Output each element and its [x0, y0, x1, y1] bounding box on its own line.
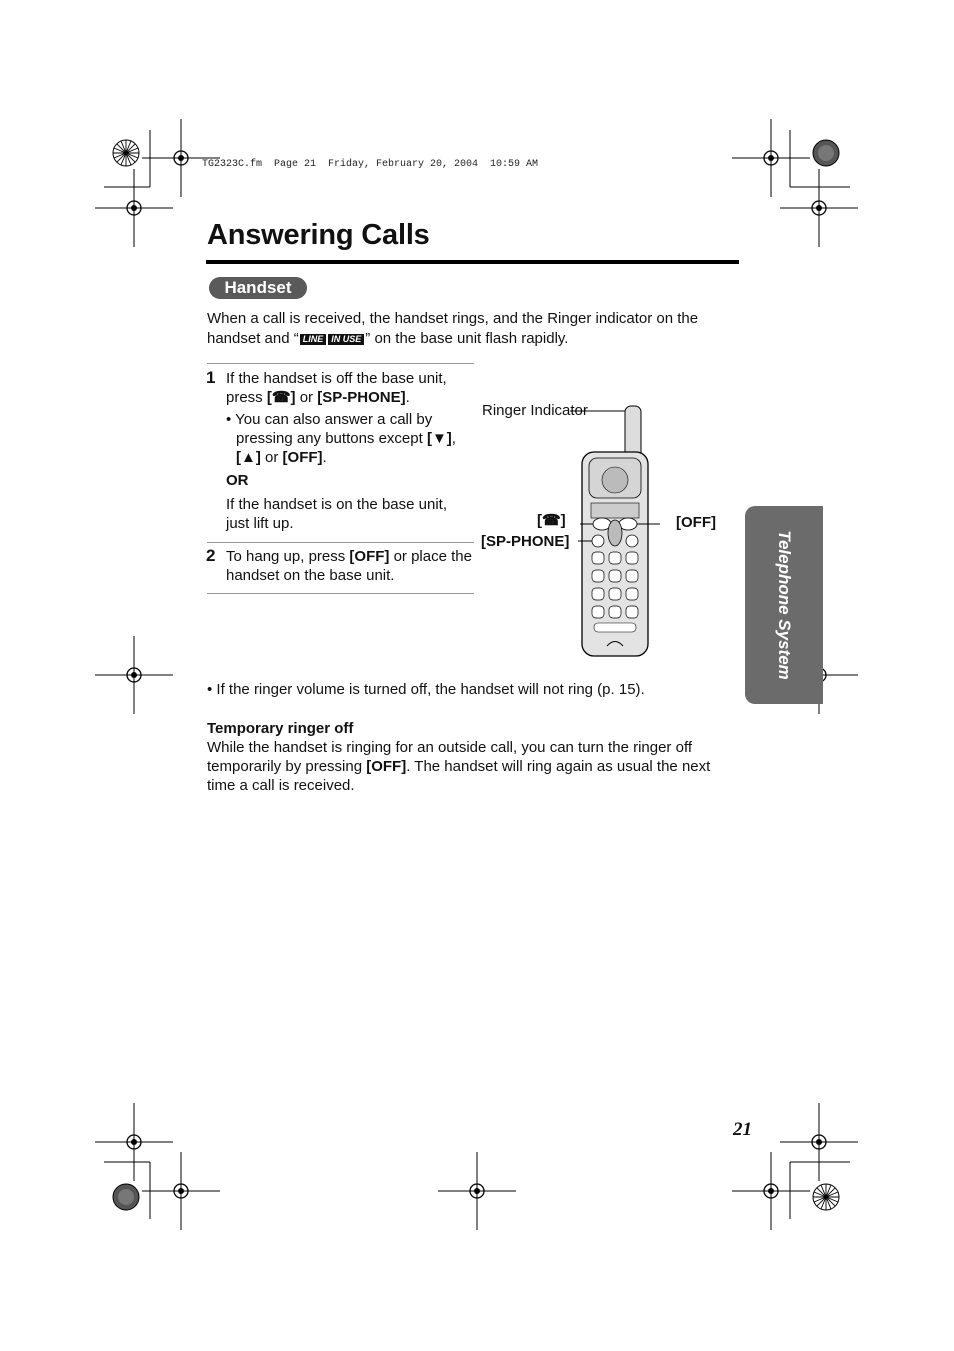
sp-phone-button-label: [SP-PHONE]	[481, 533, 570, 550]
step-1-text	[226, 369, 474, 407]
intro-part1: When a call is received, the handset rings, and the Ringer indicator on the handset and “	[207, 310, 699, 347]
temp-off-key: [OFF]	[366, 758, 407, 775]
bullet-text: • You can also answer a call by pressing any buttons except	[226, 411, 433, 447]
file-header-line: TG2323C.fm Page 21 Friday, February 20, 2004 10:59 AM	[202, 159, 539, 170]
temp-heading: Temporary ringer off	[207, 720, 354, 737]
step-2-text-a: To hang up, press	[226, 548, 350, 565]
step-2-number: 2	[206, 546, 216, 565]
step-1-text-a: If the handset is off the base unit, press	[226, 370, 447, 406]
antenna	[625, 406, 641, 458]
step-1-or: or	[295, 389, 318, 406]
talk-key-label: [☎]	[266, 389, 296, 406]
intro-part2: ” on the base unit flash rapidly.	[365, 330, 569, 347]
step-1-end: .	[405, 389, 410, 406]
display	[591, 503, 639, 518]
bullet-or: or	[260, 449, 283, 466]
title-rule	[206, 260, 739, 264]
step-2-text	[226, 547, 474, 585]
temp-paragraph	[207, 738, 737, 795]
page-title: Answering Calls	[207, 219, 430, 251]
sp-phone-key-label: [SP-PHONE]	[317, 389, 406, 406]
bullet-period: .	[322, 449, 327, 466]
talk-button-label: [☎]	[537, 512, 566, 529]
step-2-off-key: [OFF]	[349, 548, 390, 565]
sp-phone-button	[592, 535, 604, 547]
bullet-comma: ,	[451, 430, 456, 447]
page-number: 21	[733, 1119, 752, 1140]
off-key-label: [OFF]	[282, 449, 323, 466]
speaker-grille	[602, 467, 628, 493]
ringer-note: • If the ringer volume is turned off, the handset will not ring (p. 15).	[207, 681, 645, 698]
line-badge: LINE	[300, 334, 327, 345]
step-2-text-b: or place the handset on the base unit.	[226, 548, 472, 584]
off-button-label: [OFF]	[676, 514, 716, 531]
handset-illustration	[570, 400, 660, 662]
step-1-text-b: If the handset is on the base unit, just lift up.	[226, 496, 447, 532]
up-key-label: [▲]	[236, 449, 261, 466]
down-key-label: [▼]	[426, 430, 452, 447]
step-1-bullet	[226, 410, 480, 467]
section-pill: Handset	[209, 277, 307, 299]
nav-button	[608, 520, 622, 546]
or-label: OR	[226, 472, 249, 489]
step-1-number: 1	[206, 368, 216, 387]
side-tab-label: Telephone System	[775, 530, 794, 680]
steps-bottom-rule	[207, 593, 474, 594]
temp-text-b: . The handset will ring again as usual the next time a call is received.	[207, 758, 711, 794]
in-use-badge: IN USE	[328, 334, 364, 345]
side-tab	[745, 506, 823, 704]
step-divider	[207, 542, 474, 543]
ringer-indicator-label: Ringer Indicator	[482, 402, 588, 419]
temp-text-a: While the handset is ringing for an outside call, you can turn the ringer off temporarily by pressing	[207, 739, 693, 775]
steps-top-rule	[207, 363, 474, 364]
intro-paragraph	[207, 309, 742, 349]
